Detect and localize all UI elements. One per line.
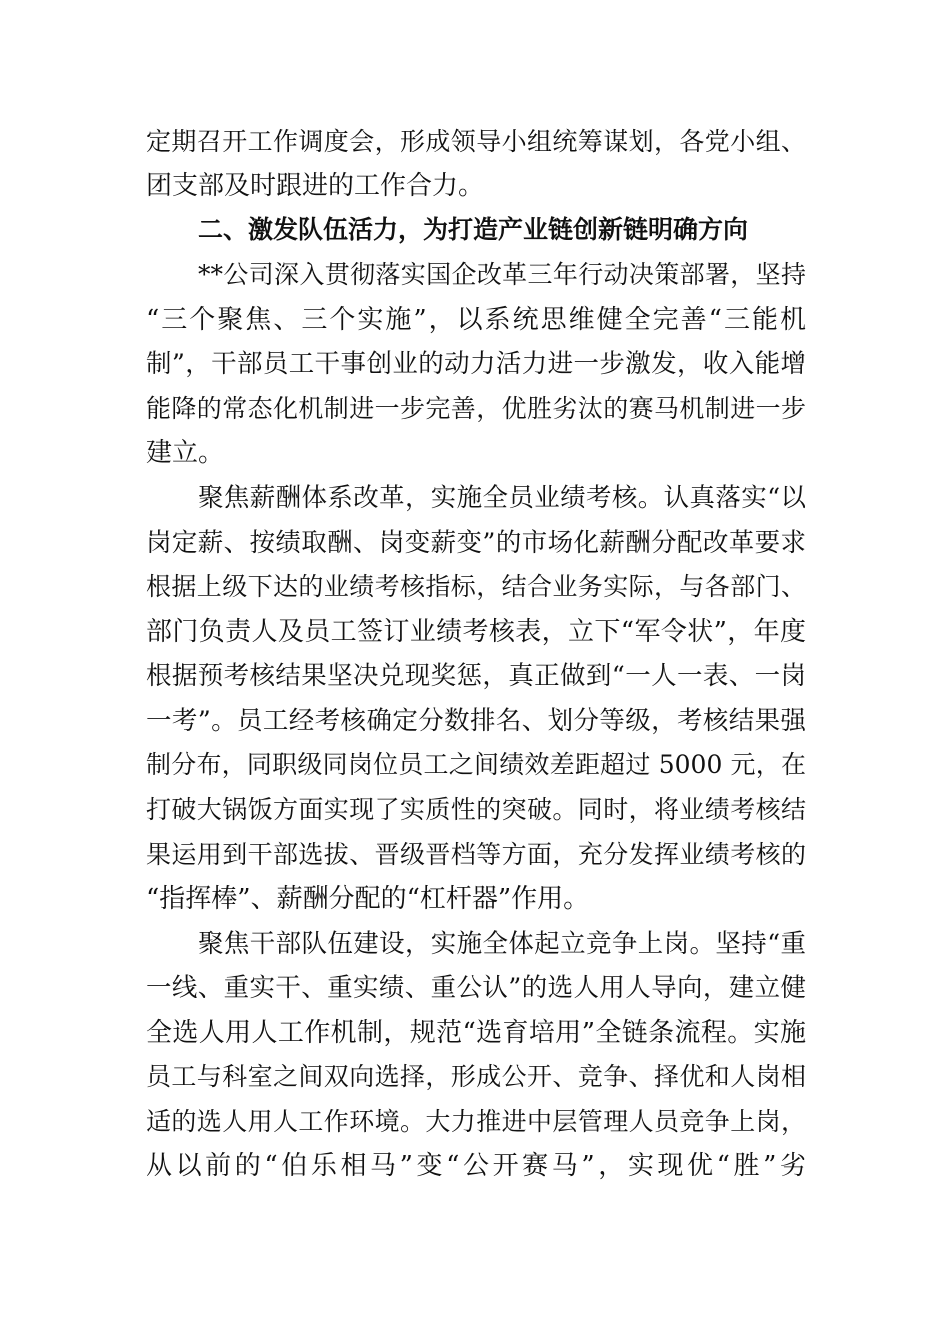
intro-line-1: 定期召开工作调度会，形成领导小组统筹谋划，各党小组、 [146, 127, 806, 156]
paragraph2-line-4: 部门负责人及员工签订业绩考核表，立下“军令状”，年度 [146, 617, 806, 647]
paragraph2-line-8: 打破大锅饭方面实现了实质性的突破。同时，将业绩考核结 [146, 795, 806, 824]
paragraph2-line-2: 岗定薪、按绩取酬、岗变薪变”的市场化薪酬分配改革要求 [146, 528, 806, 558]
paragraph1-line-5: 建立。 [146, 438, 225, 468]
paragraph3-line-3: 全选人用人工作机制，规范“选育培用”全链条流程。实施 [146, 1018, 806, 1048]
paragraph3-line-2: 一线、重实干、重实绩、重公认”的选人用人导向，建立健 [146, 973, 806, 1003]
paragraph2-line-5: 根据预考核结果坚决兑现奖惩，真正做到“一人一表、一岗 [146, 661, 806, 691]
section-heading: 二、激发队伍活力，为打造产业链创新链明确方向 [198, 215, 749, 244]
paragraph1-line-3: 制”，干部员工干事创业的动力活力进一步激发，收入能增 [146, 349, 806, 379]
paragraph2-line-6: 一考”。员工经考核确定分数排名、划分等级，考核结果强 [146, 706, 806, 736]
paragraph2-line-3: 根据上级下达的业绩考核指标，结合业务实际，与各部门、 [146, 572, 806, 601]
paragraph3-line-4: 员工与科室之间双向选择，形成公开、竞争、择优和人岗相 [146, 1062, 806, 1091]
paragraph2-line-10: “指挥棒”、薪酬分配的“杠杆器”作用。 [146, 884, 590, 914]
paragraph2-line-7: 制分布，同职级同岗位员工之间绩效差距超过 5000 元，在 [146, 750, 806, 779]
paragraph3-line-5: 适的选人用人工作环境。大力推进中层管理人员竞争上岗， [146, 1107, 806, 1136]
paragraph3-line-1: 聚焦干部队伍建设，实施全体起立竞争上岗。坚持“重 [198, 929, 806, 959]
paragraph1-line-2: “三个聚焦、三个实施”，以系统思维健全完善“三能机 [146, 305, 806, 335]
paragraph2-line-1: 聚焦薪酬体系改革，实施全员业绩考核。认真落实“以 [198, 483, 806, 513]
paragraph1-line-1: **公司深入贯彻落实国企改革三年行动决策部署，坚持 [198, 260, 806, 289]
paragraph3-line-6: 从以前的“伯乐相马”变“公开赛马”，实现优“胜”劣 [146, 1151, 806, 1181]
paragraph1-line-4: 能降的常态化机制进一步完善，优胜劣汰的赛马机制进一步 [146, 394, 806, 423]
paragraph2-line-9: 果运用到干部选拔、晋级晋档等方面，充分发挥业绩考核的 [146, 840, 806, 869]
intro-line-2: 团支部及时跟进的工作合力。 [146, 171, 485, 201]
